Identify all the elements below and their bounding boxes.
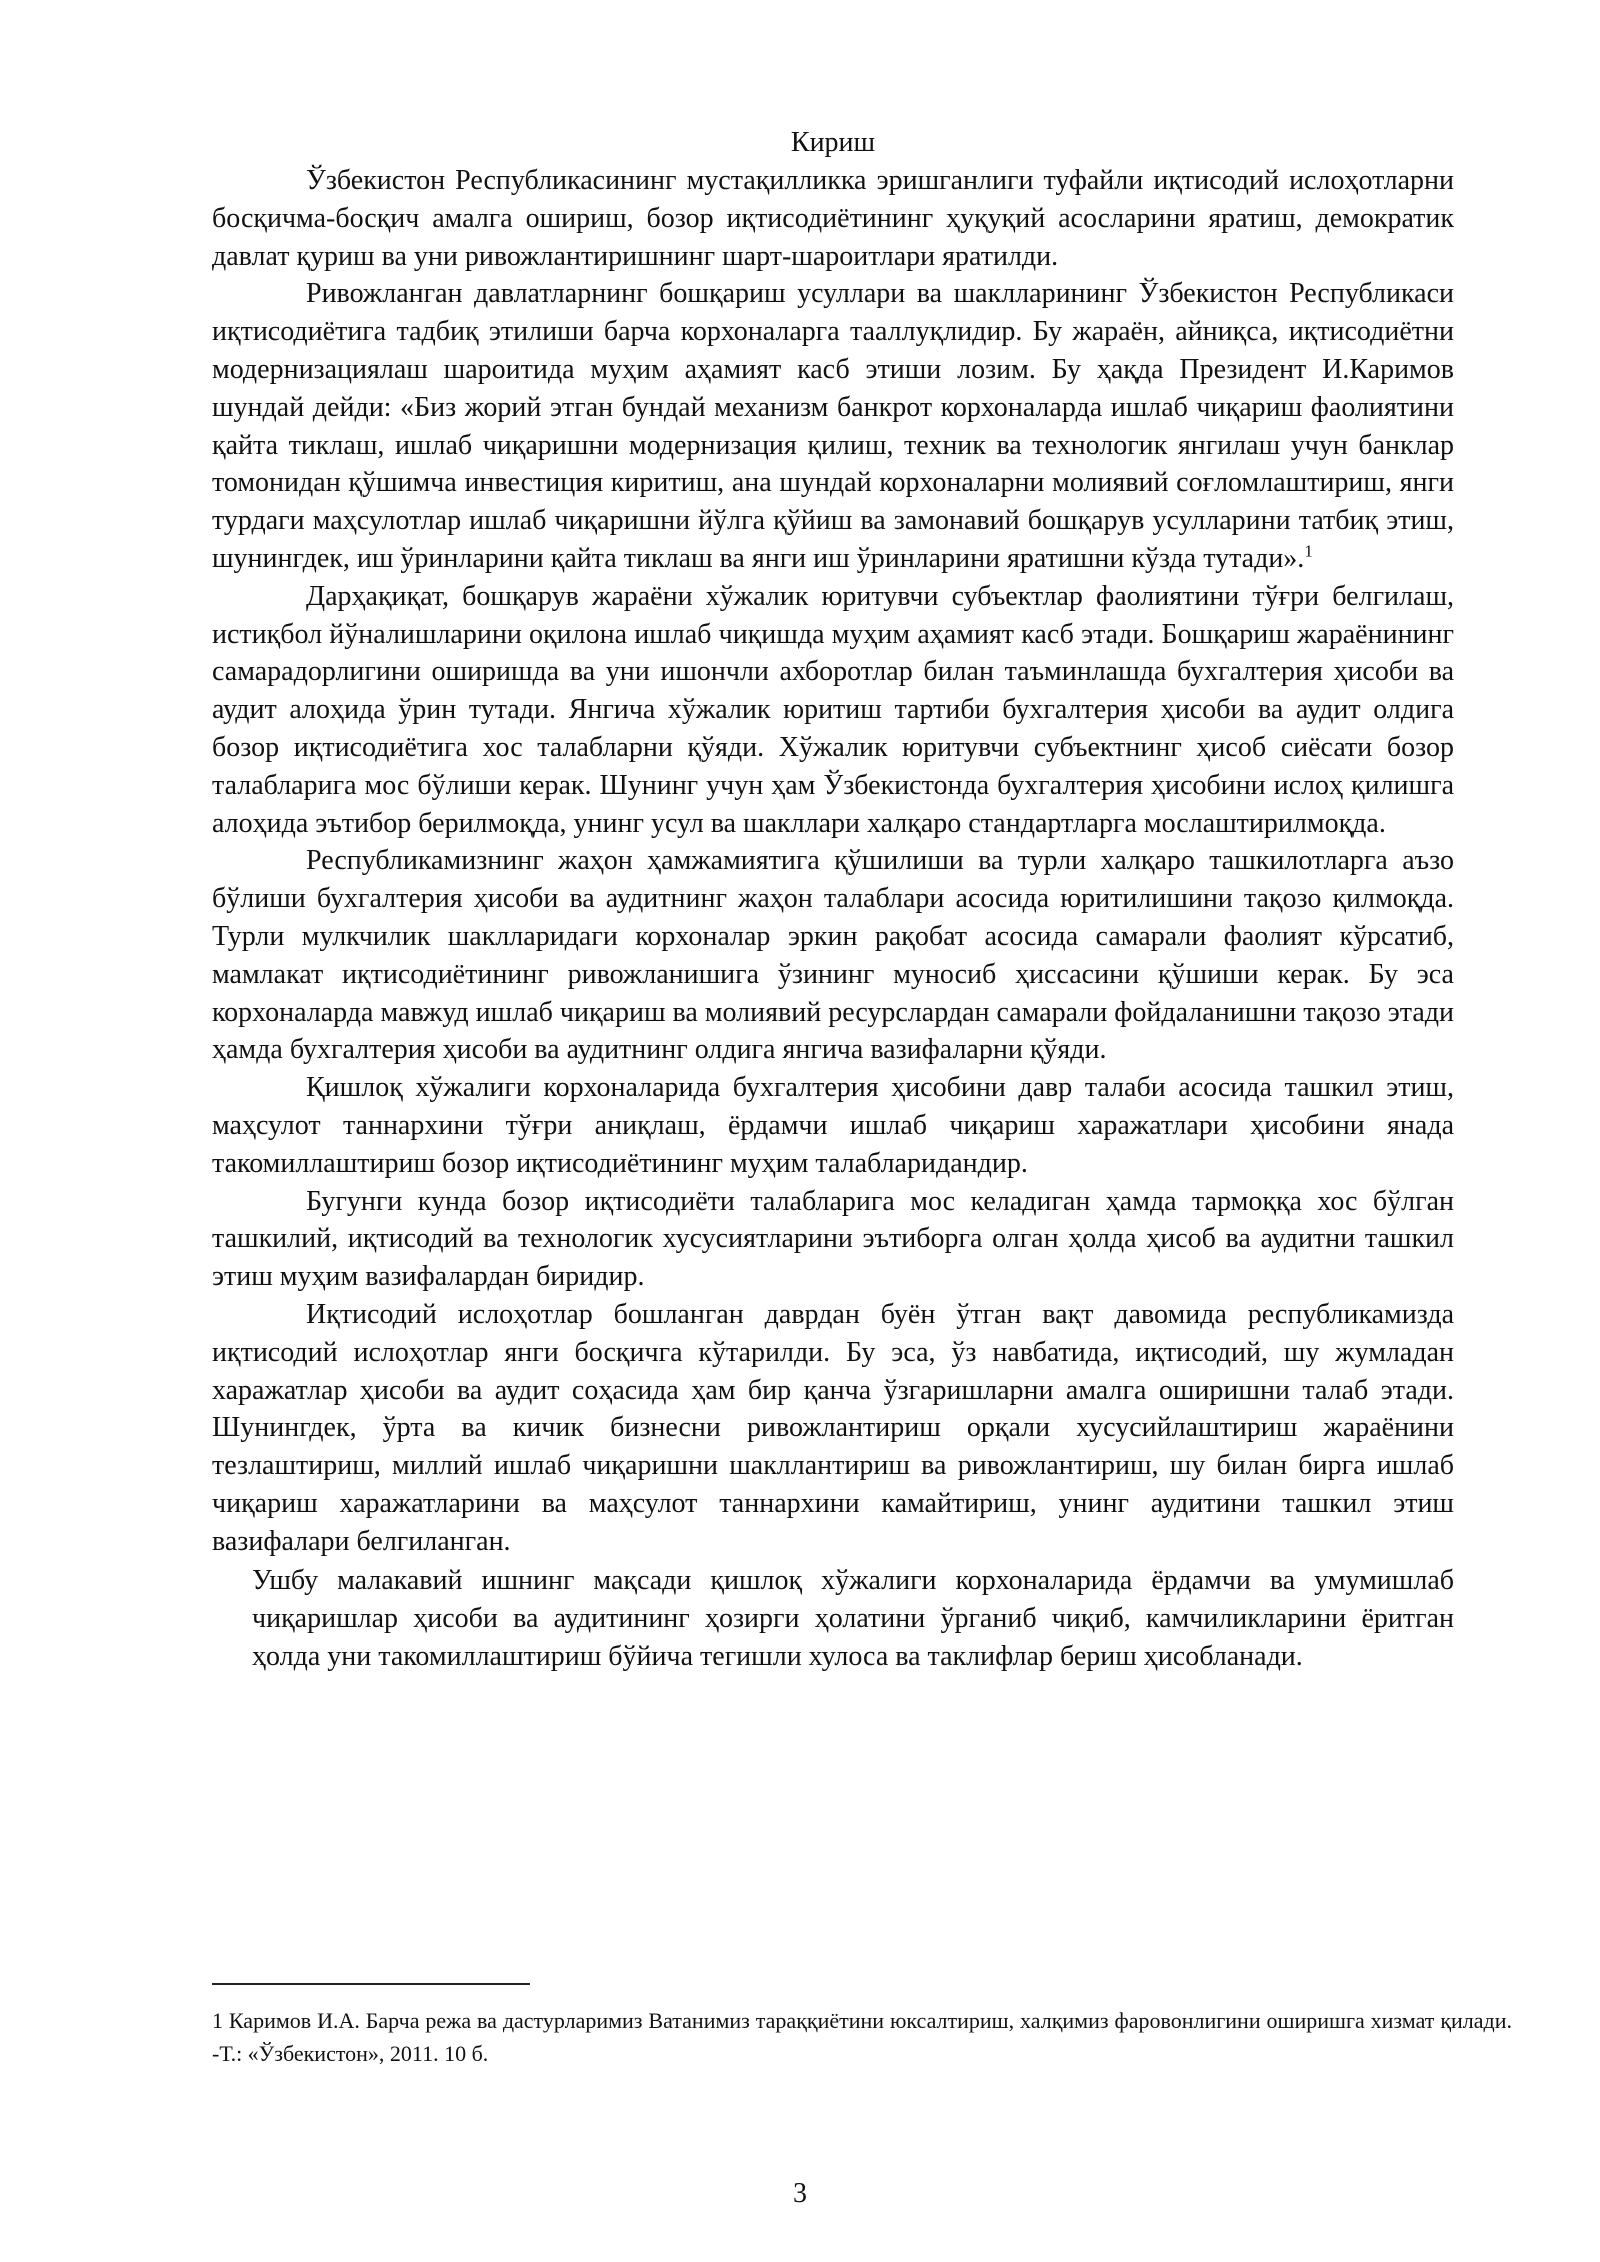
paragraph: Ўзбекистон Республикасининг мустақилликка эришганлиги туфайли иқтисодий ислоҳотларни босқичма-босқич амалга ошириш, бозор иқтисодиётининг ҳуқуқий асосларини яратиш, демократик давлат қуриш ва уни ривожлантиришнинг шарт-шароитлари яратилди. <box>212 165 1454 272</box>
footnote: 1 Каримов И.А. Барча режа ва дастурларимиз Ватанимиз тараққиётини юксалтириш, халқимиз фаровонлигини оширишга хизмат қилади. -Т.: «Ўзбекистон», 2011. 10 б. <box>212 2008 1512 2066</box>
page-number: 3 <box>793 2178 807 2209</box>
paragraph-text: Ривожланган давлатларнинг бошқариш усуллари ва шаклларининг Ўзбекистон Республикаси иқтисодиётига тадбиқ этилиши барча корхоналарга тааллуқлидир. Бу жараён, айниқса, иқтисодиётни модернизациялаш шароитида муҳим аҳамият касб этиши лозим. Бу ҳақда Президент И.Каримов шундай дейди: «Биз жорий этган бундай механизм банкрот корхоналарда ишлаб чиқариш фаолиятини қайта тиклаш, ишлаб чиқаришни модернизация қилиш, техник ва технологик янгилаш учун банклар томонидан қўшимча инвестиция киритиш, ана шундай корхоналарни молиявий соғломлаштириш, янги турдаги маҳсулотлар ишлаб чиқаришни йўлга қўйиш ва замонавий бошқарув усулларини татбиқ этиш, шунингдек, иш ўринларини қайта тиклаш ва янги иш ўринларини яратишни кўзда тутади». <box>212 278 1454 574</box>
footnote-separator <box>212 1983 530 1985</box>
paragraph: Иқтисодий ислоҳотлар бошланган даврдан буён ўтган вақт давомида республикамизда иқтисодий ислоҳотлар янги босқичга кўтарилди. Бу эса, ўз навбатида, иқтисодий, шу жумладан харажатлар ҳисоби ва аудит соҳасида ҳам бир қанча ўзгаришларни амалга оширишни талаб этади. Шунингдек, ўрта ва кичик бизнесни ривожлантириш орқали хусусийлаштириш жараёнини тезлаштириш, миллий ишлаб чиқаришни шакллантириш ва ривожлантириш, шу билан бирга ишлаб чиқариш харажатларини ва маҳсулот таннархини камайтириш, унинг аудитини ташкил этиш вазифалари белгиланган. <box>212 1298 1454 1557</box>
paragraph: Қишлоқ хўжалиги корхоналарида бухгалтерия ҳисобини давр талаби асосида ташкил этиш, маҳсулот таннархини тўғри аниқлаш, ёрдамчи ишлаб чиқариш харажатлари ҳисобини янада такомиллаштириш бозор иқтисодиётининг муҳим талабларидандир. <box>212 1072 1454 1179</box>
page-title: Кириш <box>790 127 876 158</box>
paragraph: Ушбу малакавий ишнинг мақсади қишлоқ хўжалиги корхоналарида ёрдамчи ва умумишлаб чиқаришлар ҳисоби ва аудитининг ҳозирги ҳолатини ўрганиб чиқиб, камчиликларини ёритган ҳолда уни такомиллаштириш бўйича тегишли хулоса ва таклифлар бериш ҳисобланади. <box>252 1565 1454 1673</box>
footnote-reference[interactable]: 1 <box>1304 541 1313 561</box>
paragraph <box>212 275 1454 577</box>
body-text <box>212 162 1454 1676</box>
paragraph: Дарҳақиқат, бошқарув жараёни хўжалик юритувчи субъектлар фаолиятини тўғри белгилаш, истиқбол йўналишларини оқилона ишлаб чиқишда муҳим аҳамият касб этади. Бошқариш жараёнининг самарадорлигини оширишда ва уни ишончли ахборотлар билан таъминлашда бухгалтерия ҳисоби ва аудит алоҳида ўрин тутади. Янгича хўжалик юритиш тартиби бухгалтерия ҳисоби ва аудит олдига бозор иқтисодиётига хос талабларни қўяди. Хўжалик юритувчи субъектнинг ҳисоб сиёсати бозор талабларига мос бўлиши керак. Шунинг учун ҳам Ўзбекистонда бухгалтерия ҳисобини ислоҳ қилишга алоҳида эътибор берилмоқда, унинг усул ва шакллари халқаро стандартларга мослаштирилмоқда. <box>212 580 1454 839</box>
paragraph: Бугунги кунда бозор иқтисодиёти талабларига мос келадиган ҳамда тармоққа хос бўлган ташкилий, иқтисодий ва технологик хусусиятларини эътиборга олган ҳолда ҳисоб ва аудитни ташкил этиш муҳим вазифалардан биридир. <box>212 1185 1454 1293</box>
paragraph: Республикамизнинг жаҳон ҳамжамиятига қўшилиши ва турли халқаро ташкилотларга аъзо бўлиши бухгалтерия ҳисоби ва аудитнинг жаҳон талаблари асосида юритилишини тақозо қилмоқда. Турли мулкчилик шаклларидаги корхоналар эркин рақобат асосида самарали фаолият кўрсатиб, мамлакат иқтисодиётининг ривожланишига ўзининг муносиб ҳиссасини қўшиши керак. Бу эса корхоналарда мавжуд ишлаб чиқариш ва молиявий ресурслардан самарали фойдаланишни тақозо этади ҳамда бухгалтерия ҳисоби ва аудитнинг олдига янгича вазифаларни қўяди. <box>212 845 1454 1066</box>
